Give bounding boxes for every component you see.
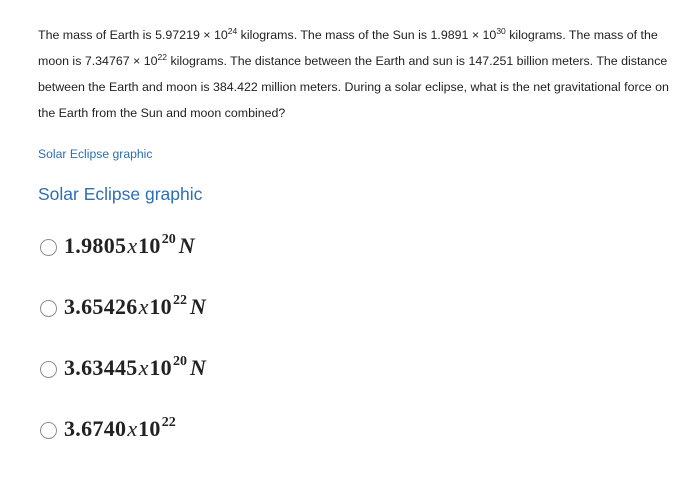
answer-options <box>40 228 540 472</box>
base: 10 <box>149 354 172 380</box>
solar-eclipse-link[interactable]: Solar Eclipse graphic <box>38 147 153 161</box>
radio-button[interactable] <box>40 239 57 256</box>
answer-option-1[interactable] <box>40 228 540 262</box>
unit: N <box>189 293 206 319</box>
answer-option-2[interactable] <box>40 289 540 323</box>
exponent-moon-mass: 22 <box>157 52 167 62</box>
exponent-sun-mass: 30 <box>496 26 506 36</box>
solar-eclipse-heading-link[interactable]: Solar Eclipse graphic <box>38 184 203 204</box>
mantissa: 3.65426 <box>64 293 138 319</box>
exponent: 22 <box>161 414 176 430</box>
answer-label <box>64 232 195 259</box>
answer-label <box>64 415 179 442</box>
unit: N <box>189 354 206 380</box>
times-symbol: x <box>138 354 149 380</box>
base: 10 <box>138 232 161 258</box>
question-part-3: kilograms. The mass of the moon is 7.34767 × 10 <box>38 28 658 68</box>
base: 10 <box>138 415 161 441</box>
question-part-4: kilograms. The distance between the Earth and sun is 147.251 billion meters. The distance between the Earth and moon is 384.422 million meters. During a solar eclipse, what is the net gravitational force on the Earth from the Sun and moon combined? <box>38 54 669 120</box>
mantissa: 1.9805 <box>64 232 127 258</box>
exponent: 20 <box>172 353 187 369</box>
mantissa: 3.63445 <box>64 354 138 380</box>
exponent: 20 <box>161 231 176 247</box>
question-part-2: kilograms. The mass of the Sun is 1.9891 × 10 <box>237 28 497 42</box>
exponent: 22 <box>172 292 187 308</box>
radio-button[interactable] <box>40 300 57 317</box>
base: 10 <box>149 293 172 319</box>
answer-option-4[interactable] <box>40 411 540 445</box>
radio-button[interactable] <box>40 422 57 439</box>
times-symbol: x <box>138 293 149 319</box>
times-symbol: x <box>127 415 138 441</box>
question-part-1: The mass of Earth is 5.97219 × 10 <box>38 28 228 42</box>
answer-option-3[interactable] <box>40 350 540 384</box>
unit: N <box>178 232 195 258</box>
exponent-earth-mass: 24 <box>227 26 238 36</box>
mantissa: 3.6740 <box>64 415 127 441</box>
radio-button[interactable] <box>40 361 57 378</box>
question-text <box>38 22 683 126</box>
answer-label <box>64 293 206 320</box>
times-symbol: x <box>127 232 138 258</box>
answer-label <box>64 354 206 381</box>
